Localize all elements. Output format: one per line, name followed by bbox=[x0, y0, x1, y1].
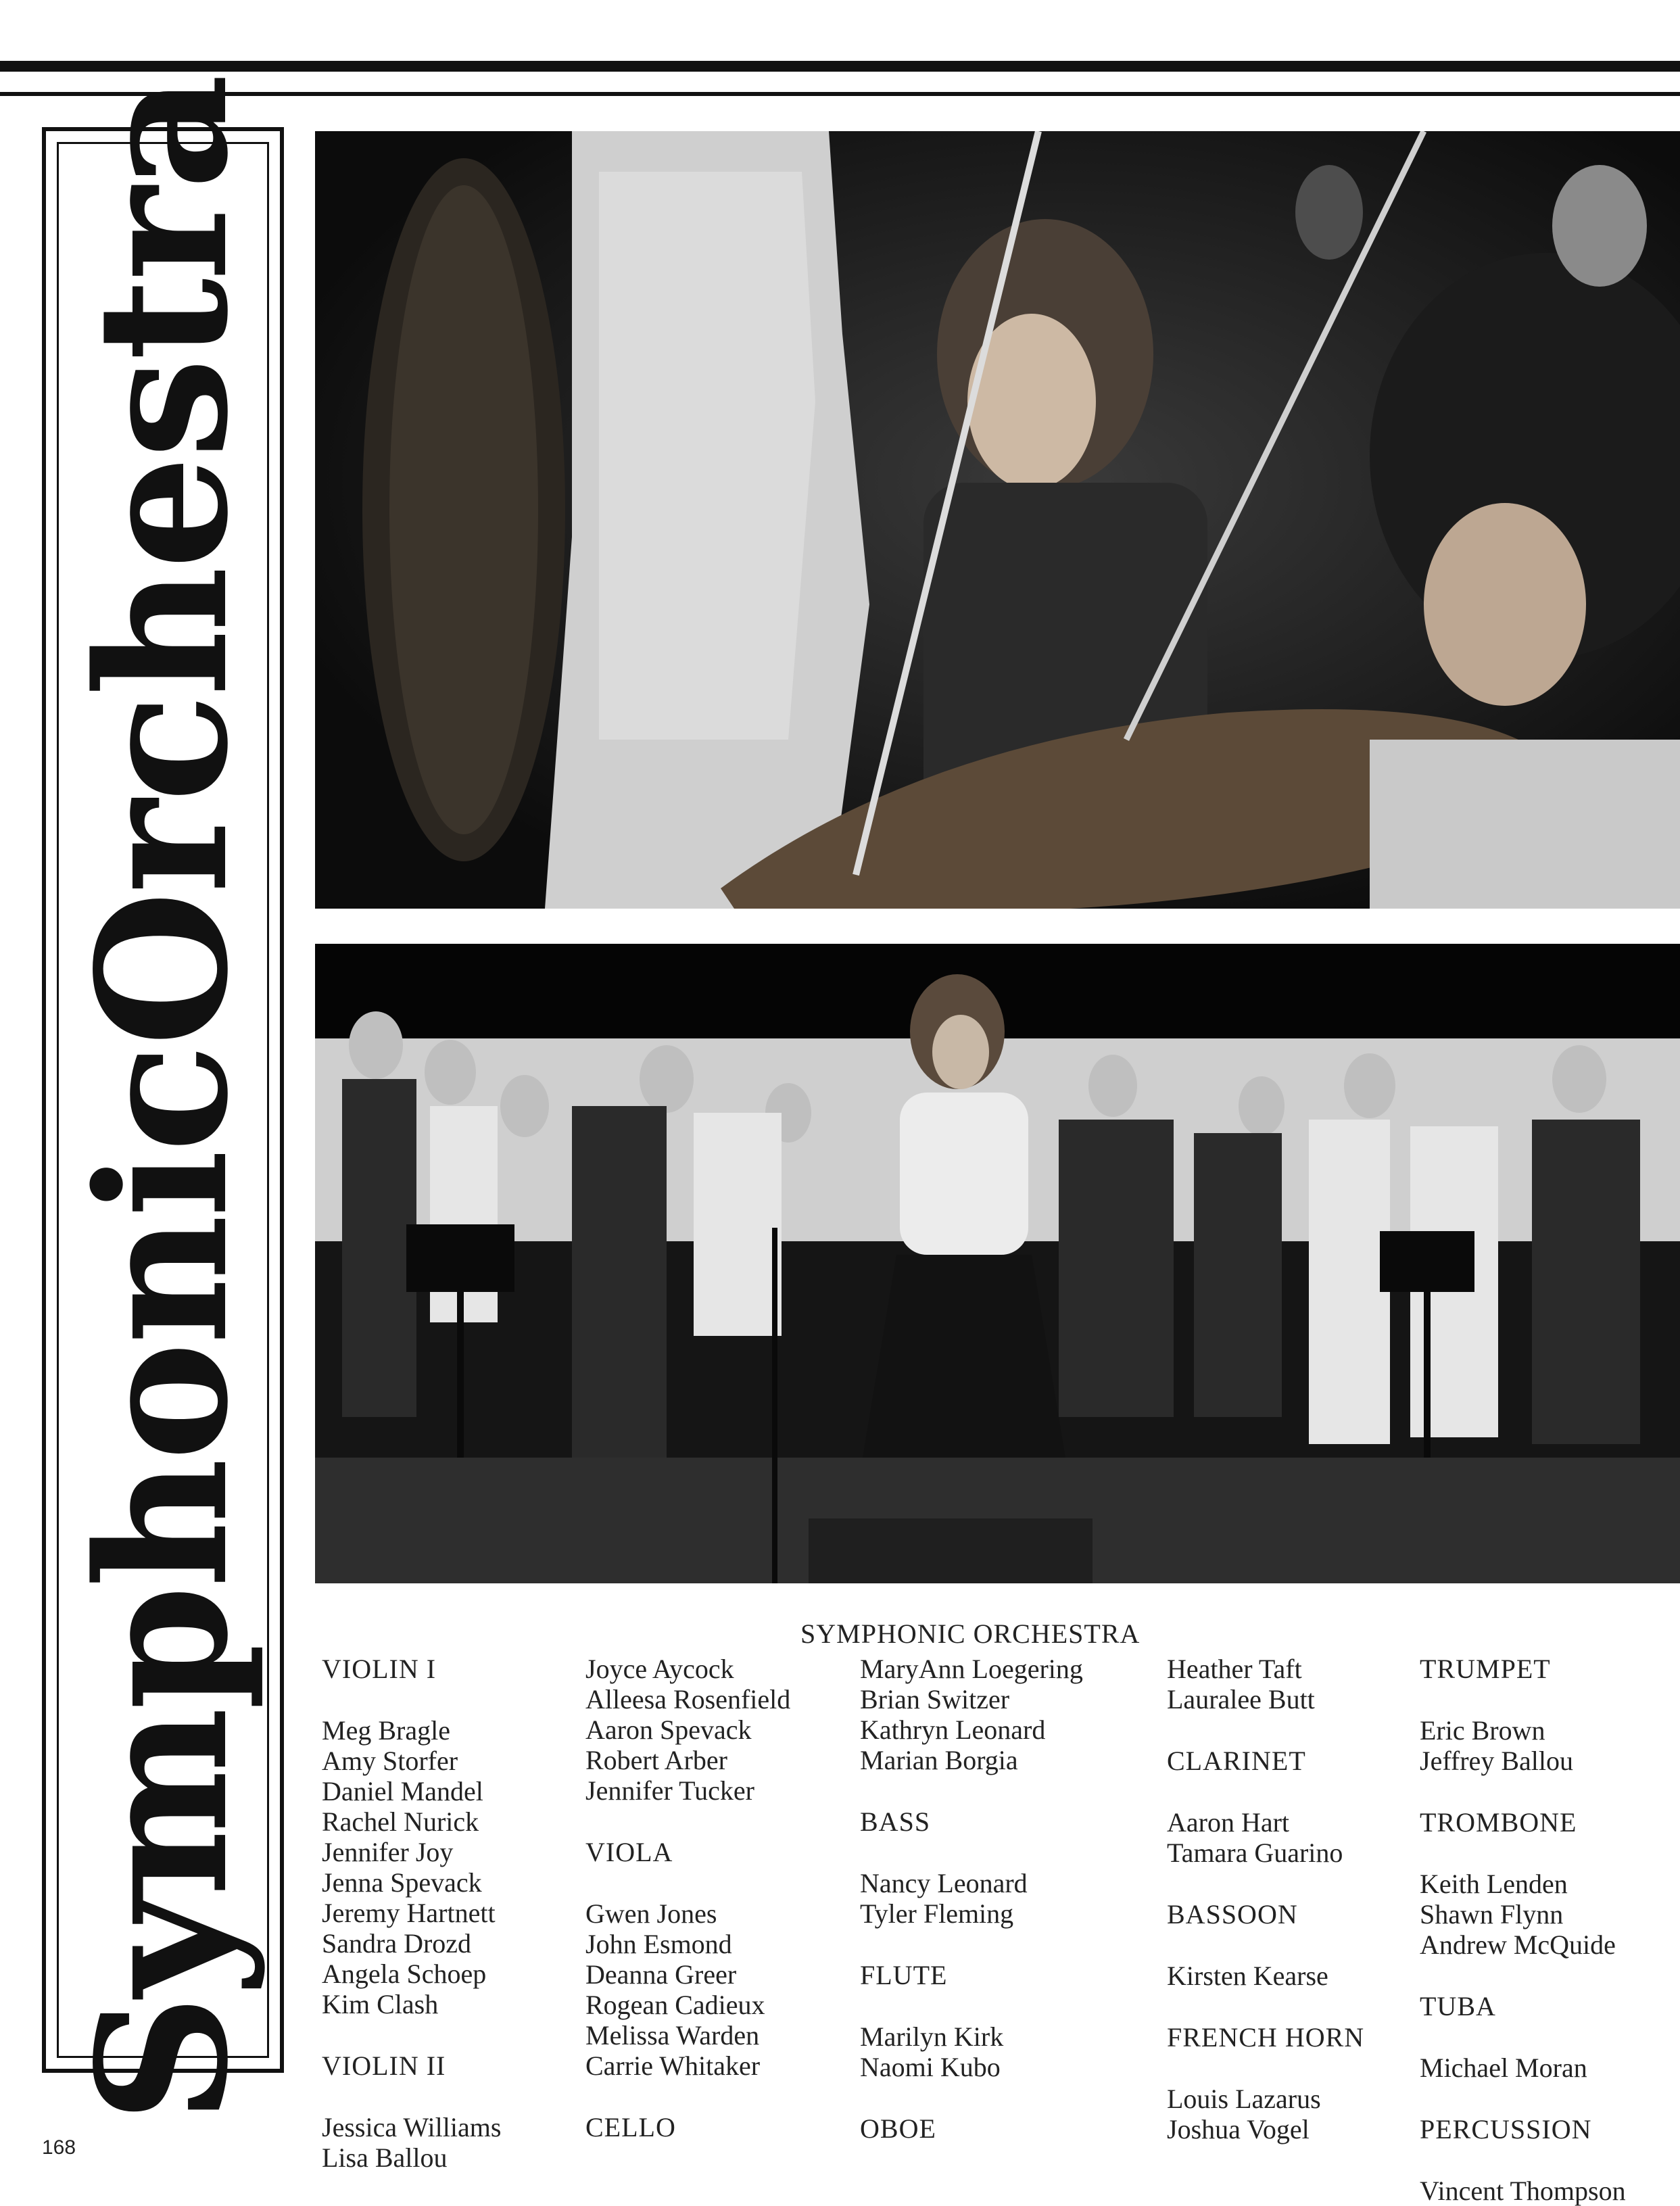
roster-section-heading: FLUTE bbox=[860, 1960, 948, 1990]
roster-name: Jenna Spevack bbox=[322, 1867, 482, 1898]
roster-name: Kim Clash bbox=[322, 1989, 439, 2019]
roster-name: Louis Lazarus bbox=[1167, 2084, 1321, 2114]
roster-gap bbox=[1167, 1991, 1364, 2022]
roster-gap bbox=[860, 1929, 1083, 1960]
roster-section-heading: TROMBONE bbox=[1420, 1807, 1577, 1838]
roster-name: Jeffrey Ballou bbox=[1420, 1746, 1573, 1776]
roster-section-heading: VIOLA bbox=[585, 1837, 673, 1867]
roster-gap bbox=[1420, 1684, 1626, 1715]
roster-column-2 bbox=[585, 1654, 790, 2142]
page-title: SymphonicOrchestra bbox=[58, 76, 268, 2124]
roster-column-3 bbox=[860, 1654, 1083, 2144]
roster-name: Carrie Whitaker bbox=[585, 2051, 761, 2081]
roster-name: Andrew McQuide bbox=[1420, 1929, 1616, 1960]
roster-gap bbox=[1167, 1776, 1364, 1807]
roster-section-heading: CELLO bbox=[585, 2112, 676, 2142]
roster-section-heading: TUBA bbox=[1420, 1991, 1496, 2021]
roster-column-1 bbox=[322, 1654, 501, 2173]
roster-gap bbox=[860, 2082, 1083, 2113]
photo-orchestra-group bbox=[315, 944, 1680, 1583]
roster-name: Aaron Hart bbox=[1167, 1807, 1290, 1838]
roster-section-heading: OBOE bbox=[860, 2113, 936, 2144]
roster-name: Tyler Fleming bbox=[860, 1898, 1014, 1929]
roster-name: Eric Brown bbox=[1420, 1715, 1545, 1746]
roster-gap bbox=[1420, 1838, 1626, 1869]
roster-name: John Esmond bbox=[585, 1929, 732, 1959]
roster-section-heading: BASSOON bbox=[1167, 1899, 1298, 1929]
title-inner-frame bbox=[57, 76, 269, 2124]
roster-gap bbox=[1167, 1868, 1364, 1899]
roster-name: Rachel Nurick bbox=[322, 1806, 479, 1837]
roster-gap bbox=[1167, 1715, 1364, 1746]
roster-name: Amy Storfer bbox=[322, 1746, 458, 1776]
roster-heading: SYMPHONIC ORCHESTRA bbox=[800, 1618, 1141, 1649]
page-number: 168 bbox=[42, 2136, 76, 2159]
top-rule-thick bbox=[0, 61, 1680, 72]
roster-name: MaryAnn Loegering bbox=[860, 1654, 1083, 1684]
roster-gap bbox=[322, 2019, 501, 2051]
roster-name: Rogean Cadieux bbox=[585, 1990, 765, 2020]
roster-name: Lisa Ballou bbox=[322, 2142, 448, 2173]
roster-section-heading: CLARINET bbox=[1167, 1746, 1306, 1776]
roster-gap bbox=[1167, 1929, 1364, 1961]
roster-name: Jessica Williams bbox=[322, 2112, 502, 2142]
roster-gap bbox=[1420, 2083, 1626, 2114]
roster-name: Aaron Spevack bbox=[585, 1715, 752, 1745]
photo-orchestra-group-image bbox=[315, 944, 1680, 1583]
roster-name: Michael Moran bbox=[1420, 2053, 1587, 2083]
roster-column-5 bbox=[1420, 1654, 1626, 2206]
roster-name: Tamara Guarino bbox=[1167, 1838, 1343, 1868]
roster-name: Lauralee Butt bbox=[1167, 1684, 1315, 1715]
roster-name: Gwen Jones bbox=[585, 1898, 717, 1929]
roster-section-heading: VIOLIN I bbox=[322, 1654, 437, 1684]
roster-gap bbox=[1420, 2144, 1626, 2176]
roster-name: Jeremy Hartnett bbox=[322, 1898, 496, 1928]
roster-gap bbox=[1420, 1960, 1626, 1991]
roster-column-4 bbox=[1167, 1654, 1364, 2144]
roster-gap bbox=[860, 1990, 1083, 2021]
roster-gap bbox=[585, 2081, 790, 2112]
roster-name: Deanna Greer bbox=[585, 1959, 737, 1990]
roster-name: Joyce Aycock bbox=[585, 1654, 734, 1684]
roster-name: Heather Taft bbox=[1167, 1654, 1302, 1684]
roster-name: Angela Schoep bbox=[322, 1959, 487, 1989]
roster-gap bbox=[585, 1867, 790, 1898]
roster-gap bbox=[860, 1837, 1083, 1868]
roster-section-heading: VIOLIN II bbox=[322, 2051, 446, 2081]
roster-name: Robert Arber bbox=[585, 1745, 727, 1775]
roster-gap bbox=[860, 1775, 1083, 1806]
roster-name: Keith Lenden bbox=[1420, 1869, 1568, 1899]
roster-name: Brian Switzer bbox=[860, 1684, 1010, 1715]
roster-gap bbox=[1167, 2053, 1364, 2084]
roster-name: Nancy Leonard bbox=[860, 1868, 1028, 1898]
roster-section-heading: PERCUSSION bbox=[1420, 2114, 1592, 2144]
roster-name: Kirsten Kearse bbox=[1167, 1961, 1328, 1991]
roster-name: Vincent Thompson bbox=[1420, 2176, 1626, 2206]
roster-name: Shawn Flynn bbox=[1420, 1899, 1564, 1929]
roster-name: Joshua Vogel bbox=[1167, 2114, 1310, 2144]
roster-name: Jennifer Tucker bbox=[585, 1775, 754, 1806]
roster-gap bbox=[322, 1684, 501, 1715]
roster-gap bbox=[585, 1806, 790, 1837]
roster-name: Naomi Kubo bbox=[860, 2052, 1001, 2082]
roster-section-heading: BASS bbox=[860, 1806, 931, 1837]
roster-gap bbox=[1420, 1776, 1626, 1807]
roster-name: Kathryn Leonard bbox=[860, 1715, 1046, 1745]
title-frame bbox=[42, 76, 284, 2124]
roster-name: Jennifer Joy bbox=[322, 1837, 454, 1867]
roster-name: Melissa Warden bbox=[585, 2020, 760, 2051]
photo-string-players bbox=[315, 131, 1680, 909]
roster-name: Sandra Drozd bbox=[322, 1928, 472, 1959]
roster-section-heading: TRUMPET bbox=[1420, 1654, 1551, 1684]
roster-name: Meg Bragle bbox=[322, 1715, 450, 1746]
roster-section-heading: FRENCH HORN bbox=[1167, 2022, 1365, 2053]
roster-name: Marilyn Kirk bbox=[860, 2021, 1004, 2052]
photo-string-players-image bbox=[315, 131, 1680, 909]
roster-gap bbox=[1420, 2021, 1626, 2053]
roster-gap bbox=[322, 2081, 501, 2112]
roster-name: Marian Borgia bbox=[860, 1745, 1018, 1775]
roster-name: Daniel Mandel bbox=[322, 1776, 483, 1806]
roster-name: Alleesa Rosenfield bbox=[585, 1684, 791, 1715]
